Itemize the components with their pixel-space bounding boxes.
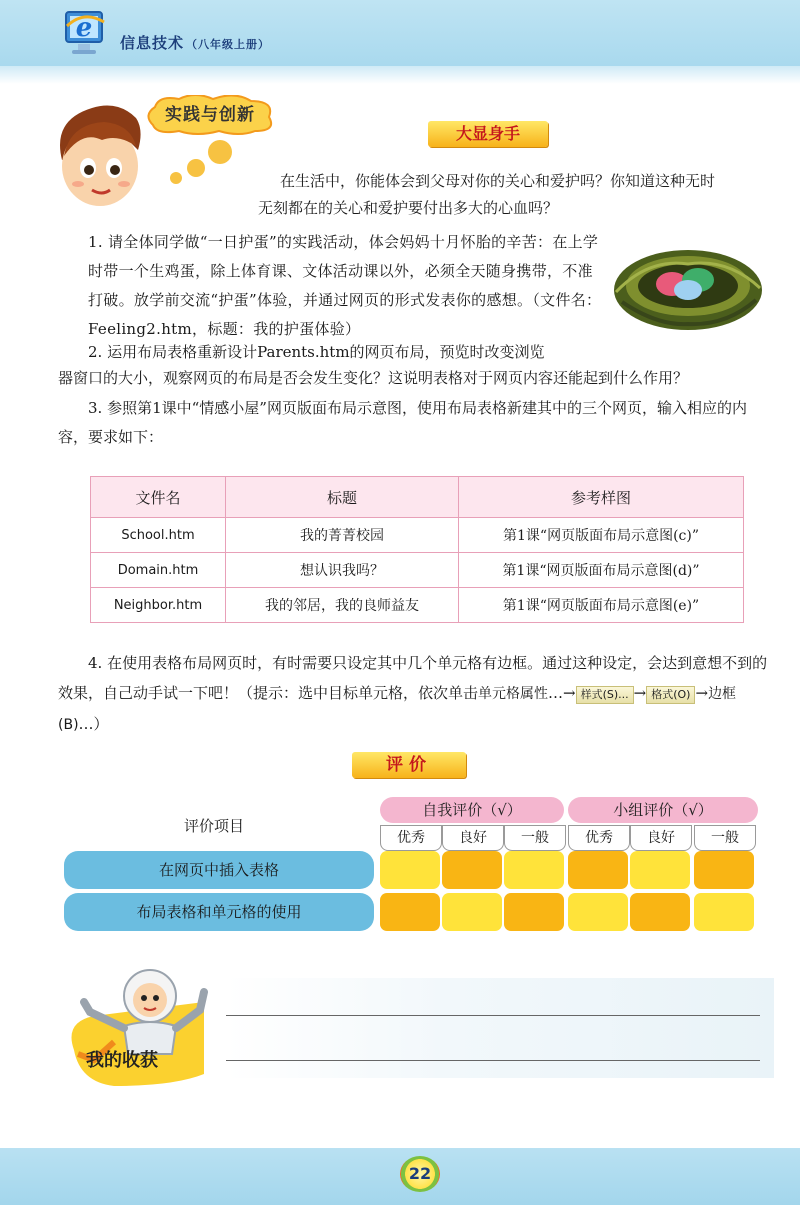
ie-logo-icon [62, 6, 108, 58]
table-row [91, 588, 744, 623]
score-checkbox[interactable] [380, 851, 440, 889]
title-cell: 我的菁菁校园 [226, 518, 459, 553]
arrow: → [695, 684, 709, 702]
reference-cell: 第1课“网页版面布局示意图(c)” [459, 518, 744, 553]
score-checkbox[interactable] [442, 851, 502, 889]
style-button: 样式(S)... [576, 686, 634, 704]
task-4 [58, 648, 780, 740]
table-row [91, 553, 744, 588]
evaluation-tag: 评价 [352, 752, 466, 778]
format-button: 格式(O) [646, 686, 695, 704]
task-2-line-2: 器窗口的大小，观察网页的布局是否会发生变化？这说明表格对于网页内容还能起到什么作用？ [58, 369, 689, 387]
level-average: 一般 [694, 825, 756, 851]
table-header: 标题 [226, 477, 459, 518]
harvest-background [226, 978, 774, 1078]
level-excellent: 优秀 [568, 825, 630, 851]
task-1: 1. 请全体同学做“一日护蛋”的实践活动，体会妈妈十月怀胎的辛苦：在上学时带一个生鸡蛋，除上体育课、文体活动课以外，必须全天随身携带，不准打破。放学前交流“护蛋”体验，并通过网页的形式发表你的感想。（文件名：Feeling2.htm，标题：我的护蛋体验） [88, 233, 602, 338]
score-checkbox[interactable] [380, 893, 440, 931]
show-off-tag: 大显身手 [428, 121, 548, 147]
evaluation-row-label: 在网页中插入表格 [64, 851, 374, 889]
task-2-line-1: 2. 运用布局表格重新设计Parents.htm的网页布局，预览时改变浏览 [88, 343, 545, 361]
level-average: 一般 [504, 825, 566, 851]
evaluation-grid [64, 797, 758, 931]
svg-text:e: e [75, 13, 93, 43]
border-menu: 边框(B) [58, 686, 737, 733]
evaluation-item-header: 评价项目 [184, 817, 245, 835]
score-checkbox[interactable] [694, 851, 754, 889]
arrow: …→ [548, 684, 576, 702]
score-checkbox[interactable] [568, 893, 628, 931]
egg-nest-illustration [608, 228, 768, 340]
score-checkbox[interactable] [630, 893, 690, 931]
task-3: 3. 参照第1课中“情感小屋”网页版面布局示意图，使用布局表格新建其中的三个网页，输入相应的内容，要求如下： [58, 399, 747, 446]
task-4-text: 4. 在使用表格布局网页时，有时需要只设定其中几个单元格有边框。通过这种设定，会达到意想不到的效果，自己动手试一下吧！（提示：选中目标单元格，依次单击 [58, 654, 768, 702]
reference-cell: 第1课“网页版面布局示意图(e)” [459, 588, 744, 623]
file-table [90, 476, 744, 623]
harvest-label: 我的收获 [86, 1050, 158, 1071]
task-4-end: …） [78, 715, 109, 733]
group-evaluation-header: 小组评价（√） [568, 797, 758, 823]
level-good: 良好 [442, 825, 504, 851]
thought-bubbles [166, 126, 246, 196]
table-header-row [91, 477, 744, 518]
cell-properties-menu: 单元格属性 [478, 686, 549, 702]
score-checkbox[interactable] [442, 893, 502, 931]
file-name-cell: Domain.htm [91, 553, 226, 588]
score-checkbox[interactable] [694, 893, 754, 931]
evaluation-row-label: 布局表格和单元格的使用 [64, 893, 374, 931]
level-good: 良好 [630, 825, 692, 851]
page-number: 22 [400, 1156, 440, 1192]
intro-line-1: 在生活中，你能体会到父母对你的关心和爱护吗？你知道这种无时 [280, 172, 716, 190]
section-title: 实践与创新 [165, 105, 255, 125]
answer-line[interactable] [226, 1060, 760, 1061]
self-evaluation-header: 自我评价（√） [380, 797, 564, 823]
title-cell: 想认识我吗？ [226, 553, 459, 588]
file-name-cell: School.htm [91, 518, 226, 553]
score-checkbox[interactable] [630, 851, 690, 889]
score-checkbox[interactable] [568, 851, 628, 889]
table-header: 文件名 [91, 477, 226, 518]
level-excellent: 优秀 [380, 825, 442, 851]
arrow: → [633, 684, 647, 702]
intro-line-2: 无刻都在的关心和爱护要付出多大的心血吗？ [258, 199, 559, 217]
table-row [91, 518, 744, 553]
table-header: 参考样图 [459, 477, 744, 518]
reference-cell: 第1课“网页版面布局示意图(d)” [459, 553, 744, 588]
score-checkbox[interactable] [504, 893, 564, 931]
title-cell: 我的邻居，我的良师益友 [226, 588, 459, 623]
score-checkbox[interactable] [504, 851, 564, 889]
book-title: 信息技术 （八年级上册） [120, 34, 271, 52]
answer-line[interactable] [226, 1015, 760, 1016]
file-name-cell: Neighbor.htm [91, 588, 226, 623]
